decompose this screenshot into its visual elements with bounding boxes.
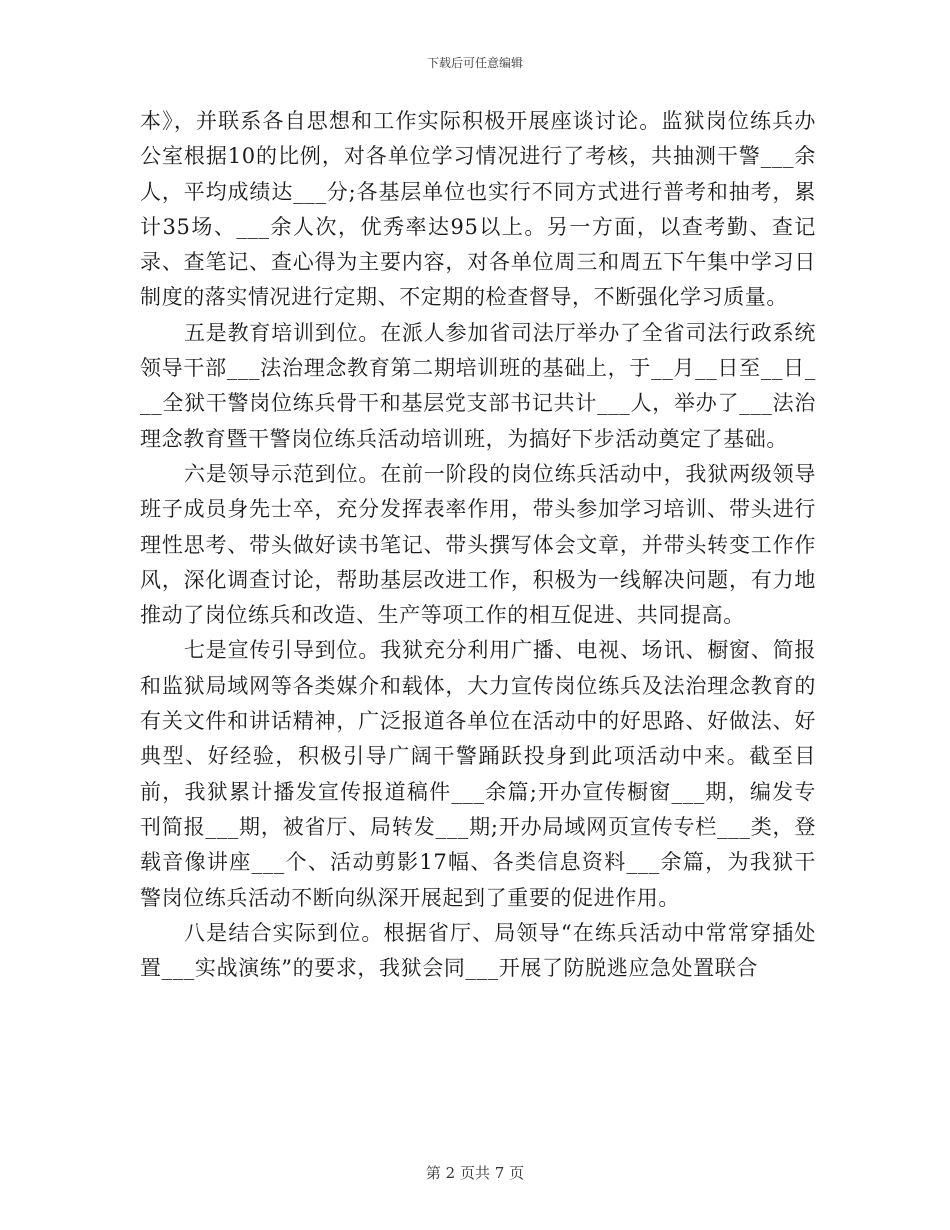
document-body — [140, 104, 816, 986]
paragraph-publicity-guidance: 七是宣传引导到位。我狱充分利用广播、电视、场讯、橱窗、简报和监狱局域网等各类媒介和载体，大力宣传岗位练兵及法治理念教育的有关文件和讲话精神，广泛报道各单位在活动中的好思路、好做法、好典型、好经验，积极引导广阔干警踊跃投身到此项活动中来。截至目前，我狱累计播发宣传报道稿件___余篇;开办宣传橱窗___期，编发专刊简报___期，被省厅、局转发___期;开办局域网页宣传专栏___类，登载音像讲座___个、活动剪影17幅、各类信息资料___余篇，为我狱干警岗位练兵活动不断向纵深开展起到了重要的促进作用。 — [140, 638, 816, 910]
page-header: 下载后可任意编辑 — [426, 56, 523, 70]
page-footer: 第 2 页共 7 页 — [425, 1164, 525, 1182]
paragraph-practical-combination: 八是结合实际到位。根据省厅、局领导“在练兵活动中常常穿插处置___实战演练”的要求，我狱会同___开展了防脱逃应急处置联合 — [140, 920, 816, 981]
paragraph-leadership-example: 六是领导示范到位。在前一阶段的岗位练兵活动中，我狱两级领导班子成员身先士卒，充分发挥表率作用，带头参加学习培训、带头进行理性思考、带头做好读书笔记、带头撰写体会文章，并带头转变工作作风，深化调查讨论，帮助基层改进工作，积极为一线解决问题，有力地推动了岗位练兵和改造、生产等项工作的相互促进、共同提高。 — [140, 461, 816, 628]
paragraph-continuation: 本》，并联系各自思想和工作实际积极开展座谈讨论。监狱岗位练兵办公室根据10的比例，对各单位学习情况进行了考核，共抽测干警___余人，平均成绩达___分;各基层单位也实行不同方式进行普考和抽考，累计35场、___余人次，优秀率达95以上。另一方面，以查考勤、查记录、查笔记、查心得为主要内容，对各单位周三和周五下午集中学习日制度的落实情况进行定期、不定期的检查督导，不断强化学习质量。 — [140, 109, 816, 310]
paragraph-education-training: 五是教育培训到位。在派人参加省司法厅举办了全省司法行政系统领导干部___法治理念教育第二期培训班的基础上，于__月__日至__日___全狱干警岗位练兵骨干和基层党支部书记共计___人，举办了___法治理念教育暨干警岗位练兵活动培训班，为搞好下步活动奠定了基础。 — [140, 320, 816, 451]
